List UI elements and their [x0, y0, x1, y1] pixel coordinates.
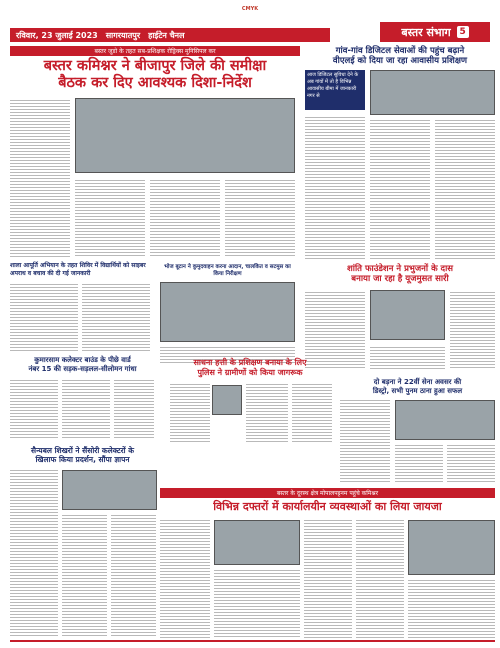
- center-lower-col2: [246, 382, 288, 442]
- center-lower-portrait: [212, 385, 242, 415]
- page-number: 5: [457, 26, 469, 38]
- bottom-left-headline: [10, 446, 155, 464]
- bottom-left-photo: [62, 470, 157, 510]
- footer-rule: [10, 640, 495, 642]
- right-lower-line2: डिस्ट्रो, सभी पुनम ठाना हुआ सफल: [372, 387, 463, 395]
- lead-photo-meeting: [75, 98, 295, 173]
- right-story-col3: [435, 118, 495, 260]
- bottom-main-col1: [160, 518, 210, 638]
- edition-text: सागरयातपुर: [105, 30, 141, 40]
- bottom-left-col3: [111, 513, 156, 638]
- lead-body-col1: [10, 98, 70, 258]
- center-lower-col3: [292, 382, 332, 442]
- color-marks: CMYK: [241, 6, 259, 12]
- date-text: रविवार, 23 जुलाई 2023: [16, 30, 98, 40]
- lead-headline-line1: बस्तर कमिश्नर ने बीजापुर जिले की समीक्षा: [43, 58, 267, 74]
- right-mid-col3: [370, 345, 445, 370]
- lead-body-col4: [225, 178, 295, 258]
- right-story-headline: [305, 46, 495, 66]
- bottom-main-col2: [214, 568, 300, 638]
- bottom-main-headline: विभिन्न दफ्तरों में कार्यालयीन व्यवस्थाओं का लिया जायजा: [213, 500, 442, 513]
- bottom-main-col5: [408, 578, 495, 638]
- right-story-col2: [370, 118, 430, 260]
- right-story-line2: वीएलई को दिया जा रहा आवासीय प्रशिक्षण: [332, 56, 468, 66]
- right-story-line1: गांव-गांव डिजिटल सेवाओं की पहुंच बढ़ाने: [335, 46, 465, 56]
- masthead: [0, 0, 500, 44]
- section-tag: [380, 22, 490, 42]
- bottom-main-col3: [304, 518, 352, 638]
- right-story-photo: [370, 70, 495, 115]
- bottom-main-photo2: [408, 520, 495, 575]
- center-lower-col1: [170, 382, 210, 442]
- bottom-left-line2: खिलाफ किया प्रदर्शन, सौंपा ज्ञापन: [35, 455, 130, 464]
- right-story-col1: [305, 115, 365, 260]
- bottom-left-col2: [62, 513, 107, 638]
- right-lower-col3: [447, 443, 495, 483]
- right-mid-headline: [305, 264, 495, 284]
- bottom-main-col4: [356, 518, 404, 638]
- right-story-callout: आज डिजिटल सुविधा देने के अब गांवों में तो है विभिन्न आवासीय बीमा में जानकारी नगर से: [305, 70, 365, 110]
- lead-body-col3: [150, 178, 220, 258]
- left-lower-headline: [10, 356, 155, 374]
- lead-body-col2: [75, 178, 145, 258]
- bottom-left-col1: [10, 468, 58, 638]
- lead-headline: [10, 58, 300, 92]
- center-lower-headline: [170, 358, 330, 378]
- center-lower-line1: साधना हत्ती के प्रशिक्षण बनाया के लिए: [193, 358, 307, 367]
- date-band: [10, 28, 330, 42]
- left-lower-col2: [62, 378, 110, 440]
- center-lower-line2: पुलिस ने ग्रामीणों को किया जागरूक: [197, 368, 303, 377]
- center-photo: [160, 282, 295, 342]
- channel-text: हाईटेन चैनल: [148, 30, 185, 40]
- right-mid-line2: बनाया जा रहा है यूजमुसत सारी: [351, 274, 449, 284]
- left-lower-line1: कुमारसाम कलेक्टर बाउंड के पीछे वार्ड: [34, 356, 131, 364]
- right-mid-photo: [370, 290, 445, 340]
- right-mid-col2: [450, 290, 495, 370]
- right-mid-line1: शांति फाउंडेशन ने प्रभुजनों के दास: [346, 264, 454, 274]
- bottom-main-photo1: [214, 520, 300, 565]
- center-photo-caption: भोज बूटान ने कुमुदवाहन करना आदान, चालकित व सटमुस का किया निरीक्षण: [164, 264, 291, 277]
- bottom-main-kicker: बस्तर के दूरस्थ क्षेत्र मोपालपट्टनम पहुंचे कमिश्नर: [160, 488, 495, 498]
- left-mid-col1: [10, 282, 78, 352]
- left-lower-col1: [10, 378, 58, 440]
- left-mid-col2: [82, 282, 150, 352]
- right-lower-photo: [395, 400, 495, 440]
- lead-kicker: बस्तर जूडो के तहत सब-प्रशिक्षक रोड्रिक्स मुनिसिपल कर: [10, 46, 300, 56]
- right-lower-headline: [340, 378, 495, 396]
- right-lower-col1: [340, 398, 390, 483]
- left-lower-line2: नंबर 15 की सड़क-सड़लल-सीलोमन गांधा: [28, 365, 137, 373]
- right-lower-line1: दो बड़ना ने 22वीं सेना अवसर की: [373, 378, 462, 386]
- left-mid-headline: शाला आपूर्ति अभियान के तहत शिविर में विद्यार्थियों को साइबर अपराध व बचाव की दी गई जानकारी: [10, 262, 146, 277]
- section-title: बस्तर संभाग: [401, 25, 451, 39]
- left-lower-col3: [114, 378, 154, 440]
- right-lower-col2: [395, 443, 443, 483]
- lead-headline-line2: बैठक कर दिए आवश्यक दिशा-निर्देश: [58, 75, 252, 91]
- bottom-left-line1: सैन्यबल शिखरों ने सैंसोरी कलेक्टरों के: [31, 446, 134, 455]
